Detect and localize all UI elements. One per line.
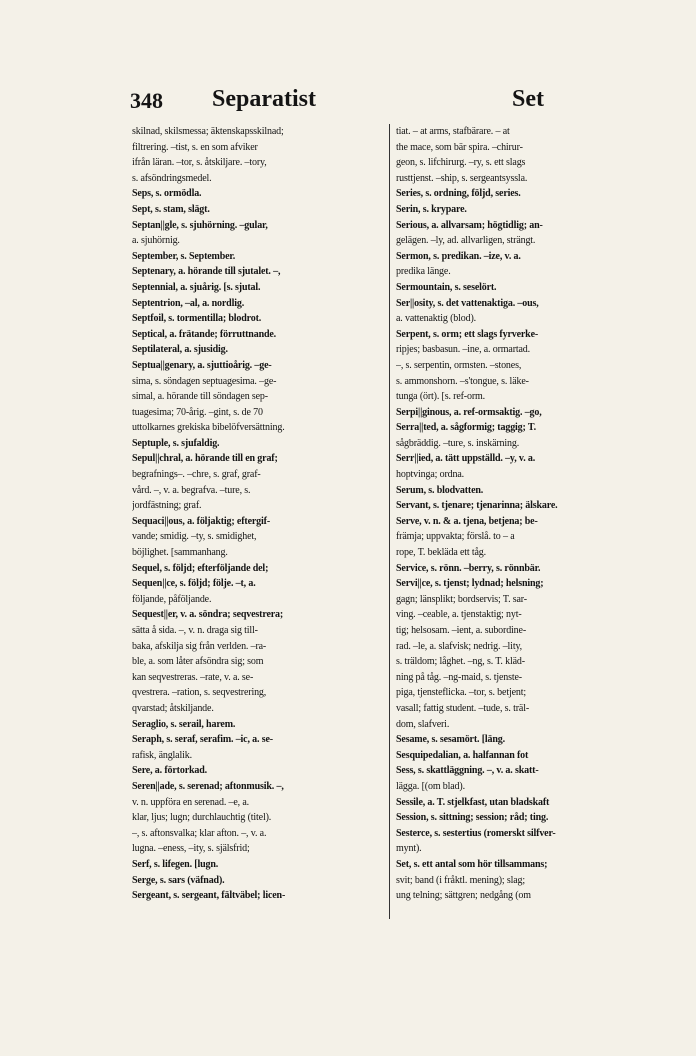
- entry-text-line: a. sjuhörnig.: [132, 235, 180, 247]
- entry-text-line: sima, s. söndagen septuagesima. –ge-: [132, 375, 277, 387]
- entry-text-line: qvestrera. –ration, s. seqvestrering,: [132, 687, 267, 699]
- dictionary-entry-line: Series, s. ordning, följd, series.: [396, 188, 521, 200]
- entry-text-line: rafisk, änglalik.: [132, 749, 192, 761]
- dictionary-entry-line: Serpi||ginous, a. ref-ormsaktig. –go,: [396, 406, 542, 418]
- dictionary-entry-line: Serve, v. n. & a. tjena, betjena; be-: [396, 515, 538, 527]
- dictionary-entry-line: Sesame, s. sesamört. [läng.: [396, 734, 505, 746]
- left-running-head: Separatist: [212, 86, 316, 112]
- entry-text-line: –, s. serpentin, ormsten. –stones,: [396, 359, 522, 371]
- entry-text-line: –, s. aftonsvalka; klar afton. –, v. a.: [132, 827, 267, 839]
- entry-text-line: rope, T. bekläda ett tåg.: [396, 547, 487, 559]
- entry-text-line: lägga. [(om blad).: [396, 780, 465, 792]
- dictionary-entry-line: Ser||osity, s. det vattenaktiga. –ous,: [396, 297, 539, 309]
- dictionary-entry-line: Sepul||chral, a. hörande till en graf;: [132, 453, 278, 465]
- dictionary-entry-line: Sesquipedalian, a. halfannan fot: [396, 749, 529, 761]
- dictionary-entry-line: Serf, s. lifegen. [lugn.: [132, 858, 219, 870]
- dictionary-entry-line: Serra||ted, a. sågformig; taggig; T.: [396, 422, 536, 434]
- entry-text-line: rad. –le, a. slafvisk; nedrig. –lity,: [396, 640, 522, 652]
- dictionary-entry-line: Serum, s. blodvatten.: [396, 484, 484, 496]
- entry-text-line: filtrering. –tist, s. en som afviker: [132, 141, 258, 153]
- entry-text-line: vande; smidig. –ty, s. smidighet,: [132, 531, 257, 543]
- entry-text-line: gelägen. –ly, ad. allvarligen, strängt.: [396, 235, 536, 247]
- dictionary-entry-line: Septua||genary, a. sjuttioårig. –ge-: [132, 359, 272, 371]
- entry-text-line: tig; helsosam. –ient, a. subordine-: [396, 625, 527, 636]
- dictionary-entry-line: Seren||ade, s. serenad; aftonmusik. –,: [132, 780, 284, 792]
- dictionary-entry-line: Sermountain, s. seselört.: [396, 281, 497, 293]
- entry-text-line: skilnad, skilsmessa; äktenskapsskilnad;: [132, 126, 284, 137]
- dictionary-entry-line: Seraglio, s. serail, harem.: [132, 718, 236, 730]
- dictionary-entry-line: Servant, s. tjenare; tjenarinna; älskare.: [396, 500, 558, 512]
- entry-text-line: böjlighet. [sammanhang.: [132, 547, 228, 559]
- dictionary-entry-line: Septennial, a. sjuårig. [s. sjutal.: [132, 281, 261, 293]
- entry-text-line: mynt).: [396, 843, 422, 855]
- dictionary-entry-line: Seraph, s. seraf, serafim. –ic, a. se-: [132, 734, 273, 746]
- dictionary-entry-line: Serge, s. sars (väfnad).: [132, 874, 225, 886]
- dictionary-entry-line: Septan||gle, s. sjuhörning. –gular,: [132, 219, 268, 231]
- entry-text-line: s. afsöndringsmedel.: [132, 172, 212, 184]
- entry-text-line: jordfästning; graf.: [132, 500, 202, 512]
- entry-text-line: baka, afskilja sig från verlden. –ra-: [132, 640, 267, 652]
- dictionary-entry-line: Sessile, a. T. stjelkfast, utan bladskaft: [396, 796, 550, 808]
- dictionary-entry-line: Septilateral, a. sjusidig.: [132, 344, 228, 356]
- dictionary-entry-line: Sermon, s. predikan. –ize, v. a.: [396, 250, 521, 262]
- entry-text-line: rusttjenst. –ship, s. sergeantsyssla.: [396, 172, 528, 184]
- dictionary-entry-line: Sequaci||ous, a. följaktig; eftergif-: [132, 515, 271, 527]
- dictionary-entry-line: Septentrion, –al, a. nordlig.: [132, 297, 245, 309]
- entry-text-line: ifrån läran. –tor, s. åtskiljare. –tory,: [132, 157, 267, 169]
- entry-text-line: gagn; länsplikt; bordservis; T. sar-: [396, 593, 527, 605]
- entry-text-line: tiat. – at arms, stafbärare. – at: [396, 126, 510, 137]
- entry-text-line: vasall; fattig student. –tude, s. träl-: [396, 702, 530, 714]
- entry-text-line: följande, påföljande.: [132, 593, 212, 605]
- entry-text-line: ble, a. som låter afsöndra sig; som: [132, 656, 264, 668]
- dictionary-entry-line: Serr||ied, a. tätt uppställd. –y, v. a.: [396, 453, 536, 465]
- entry-text-line: predika länge.: [396, 266, 451, 278]
- entry-text-line: uttolkarnes grekiska bibelöfversättning.: [132, 422, 285, 434]
- dictionary-entry-line: Sess, s. skattläggning. –, v. a. skatt-: [396, 765, 539, 777]
- entry-text-line: ving. –ceable, a. tjenstaktig; nyt-: [396, 609, 522, 621]
- dictionary-entry-line: Set, s. ett antal som hör tillsammans;: [396, 858, 548, 870]
- dictionary-entry-line: Serious, a. allvarsam; högtidlig; an-: [396, 219, 543, 231]
- dictionary-entry-line: Septical, a. frätande; förruttnande.: [132, 328, 277, 340]
- dictionary-entry-line: Seps, s. ormödla.: [132, 188, 202, 200]
- entry-text-line: sätta å sida. –, v. n. draga sig till-: [132, 625, 258, 636]
- left-column: [132, 124, 388, 904]
- dictionary-entry-line: Septuple, s. sjufaldig.: [132, 437, 220, 449]
- dictionary-entry-line: Servi||ce, s. tjenst; lydnad; helsning;: [396, 578, 544, 590]
- right-column: [396, 124, 654, 904]
- page-header: [130, 86, 544, 116]
- dictionary-entry-line: Sequest||er, v. a. söndra; seqvestrera;: [132, 609, 284, 621]
- dictionary-entry-line: Service, s. rönn. –berry, s. rönnbär.: [396, 562, 541, 574]
- entry-text-line: qvarstad; åtskiljande.: [132, 702, 214, 714]
- dictionary-entry-line: Septenary, a. hörande till sjutalet. –,: [132, 266, 281, 278]
- entry-text-line: svit; band (i fråktl. mening); slag;: [396, 874, 526, 886]
- entry-text-line: sågbräddig. –ture, s. inskärning.: [396, 437, 520, 449]
- dictionary-entry-line: Sequel, s. följd; efterföljande del;: [132, 562, 269, 574]
- entry-text-line: simal, a. hörande till söndagen sep-: [132, 391, 268, 403]
- dictionary-entry-line: Session, s. sittning; session; råd; ting.: [396, 812, 549, 824]
- entry-text-line: ning på tåg. –ng-maid, s. tjenste-: [396, 671, 522, 683]
- entry-text-line: v. n. uppföra en serenad. –e, a.: [132, 796, 250, 808]
- dictionary-entry-line: September, s. September.: [132, 250, 236, 262]
- entry-text-line: kan seqvestreras. –rate, v. a. se-: [132, 671, 254, 683]
- entry-text-line: lugna. –eness, –ity, s. själsfrid;: [132, 843, 250, 855]
- dictionary-entry-line: Sergeant, s. sergeant, fältväbel; licen-: [132, 890, 286, 902]
- page-number: 348: [130, 88, 163, 113]
- entry-text-line: hoptvinga; ordna.: [396, 469, 464, 481]
- column-divider: [389, 124, 390, 919]
- entry-text-line: klar, ljus; lugn; durchlauchtig (titel).: [132, 812, 272, 824]
- entry-text-line: ripjes; basbasun. –ine, a. ormartad.: [396, 344, 531, 356]
- entry-text-line: ung telning; sättgren; nedgång (om: [396, 890, 531, 902]
- dictionary-entry-line: Sequen||ce, s. följd; följe. –t, a.: [132, 578, 256, 590]
- dictionary-entry-line: Sere, a. förtorkad.: [132, 765, 208, 777]
- dictionary-entry-line: Serpent, s. orm; ett slags fyrverke-: [396, 328, 539, 340]
- entry-text-line: vård. –, v. a. begrafva. –ture, s.: [132, 484, 251, 496]
- entry-text-line: s. träldom; låghet. –ng, s. T. kläd-: [396, 656, 525, 668]
- dictionary-entry-line: Sesterce, s. sestertius (romerskt silfver-: [396, 827, 556, 839]
- entry-text-line: tuagesima; 70-årig. –gint, s. de 70: [132, 406, 263, 418]
- dictionary-entry-line: Septfoil, s. tormentilla; blodrot.: [132, 313, 262, 325]
- entry-text-line: the mace, som bär spira. –chirur-: [396, 141, 523, 153]
- entry-text-line: dom, slafveri.: [396, 718, 450, 730]
- entry-text-line: piga, tjensteflicka. –tor, s. betjent;: [396, 687, 526, 699]
- entry-text-line: a. vattenaktig (blod).: [396, 313, 477, 325]
- entry-text-line: geon, s. lifchirurg. –ry, s. ett slags: [396, 157, 526, 169]
- entry-text-line: begrafnings–. –chre, s. graf, graf-: [132, 469, 261, 481]
- entry-text-line: främja; uppvakta; förslå. to – a: [396, 531, 515, 543]
- dictionary-entry-line: Serin, s. krypare.: [396, 203, 467, 215]
- entry-text-line: s. ammonshorn. –s'tongue, s. läke-: [396, 375, 529, 387]
- dictionary-entry-line: Sept, s. stam, slägt.: [132, 203, 210, 215]
- right-running-head: Set: [512, 86, 544, 112]
- entry-text-line: tunga (ört). [s. ref-orm.: [396, 391, 485, 403]
